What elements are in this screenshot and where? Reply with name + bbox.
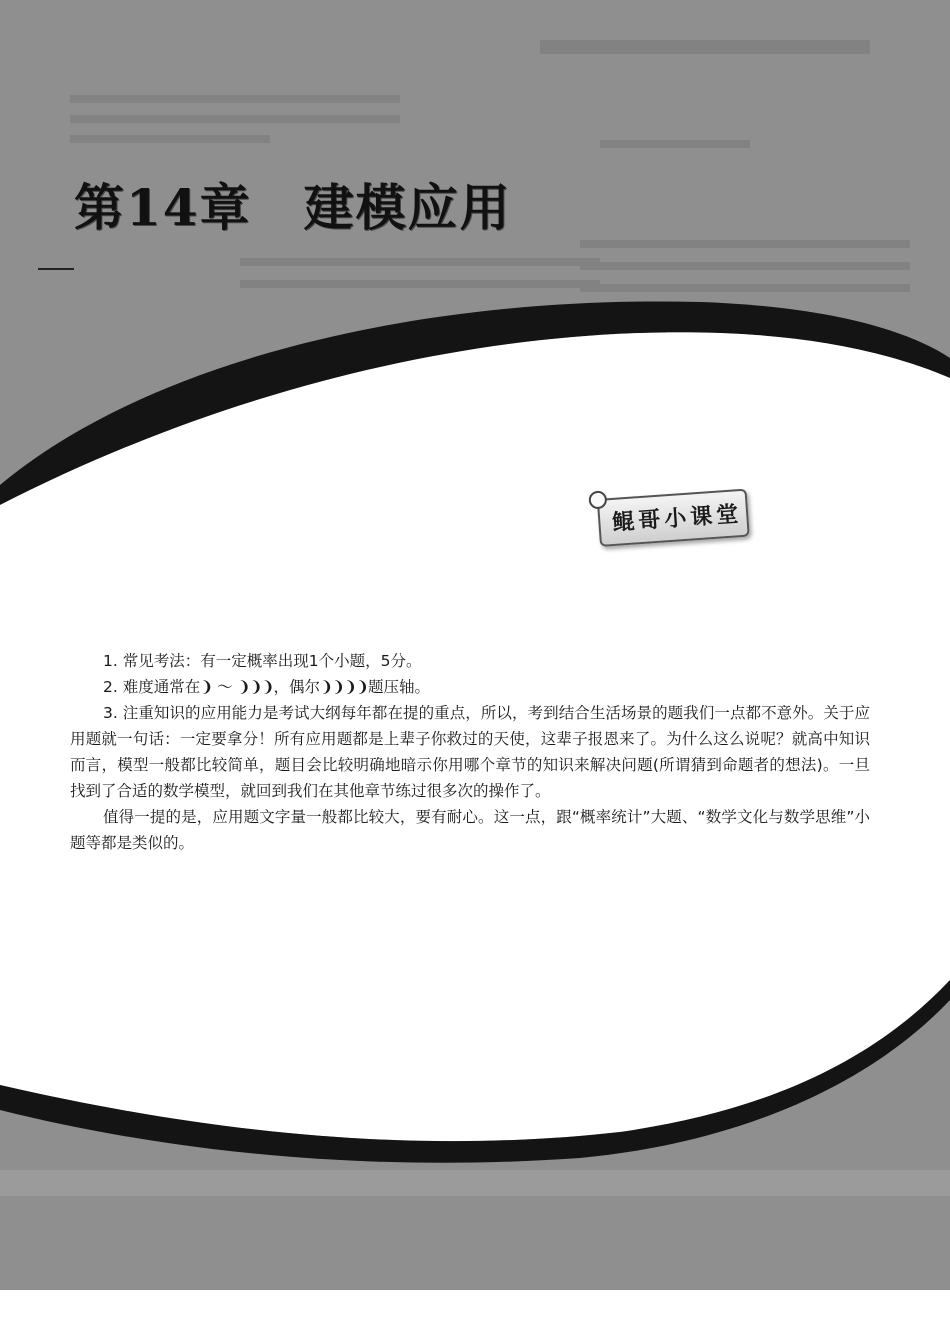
- lesson-badge: [588, 481, 750, 548]
- list-item-1: 1. 常见考法：有一定概率出现1个小题，5分。: [103, 652, 422, 670]
- item2-prefix: 2. 难度通常在: [103, 678, 201, 696]
- bottom-band: [0, 1170, 950, 1196]
- difficulty-max-icon: ❩❩❩❩: [320, 678, 369, 696]
- badge-label: 鲲哥小课堂: [611, 500, 744, 536]
- lesson-body: [70, 648, 870, 856]
- chapter-title: 第14章 建模应用: [74, 178, 512, 237]
- closing-paragraph: 值得一提的是，应用题文字量一般都比较大，要有耐心。这一点，跟“概率统计”大题、“数学文化与数学思维”小题等都是类似的。: [70, 808, 870, 852]
- list-item-2: [70, 674, 870, 700]
- list-item-3: 3. 注重知识的应用能力是考试大纲每年都在提的重点，所以，考到结合生活场景的题我们一点都不意外。关于应用题就一句话：一定要拿分！所有应用题都是上辈子你救过的天使，这辈子报恩来了。为什么这么说呢？就高中知识而言，模型一般都比较简单，题目会比较明确地暗示你用哪个章节的知识来解决问题(所谓猜到命题者的想法)。一旦找到了合适的数学模型，就回到我们在其他章节练过很多次的操作了。: [70, 704, 870, 800]
- item2-tilde: ～: [212, 678, 238, 696]
- rule-mark: [38, 268, 74, 270]
- difficulty-low-icon: ❩: [200, 678, 213, 696]
- item2-suffix: 题压轴。: [368, 678, 431, 696]
- difficulty-high-icon: ❩❩❩: [237, 678, 274, 696]
- item2-mid: ，偶尔: [273, 678, 321, 696]
